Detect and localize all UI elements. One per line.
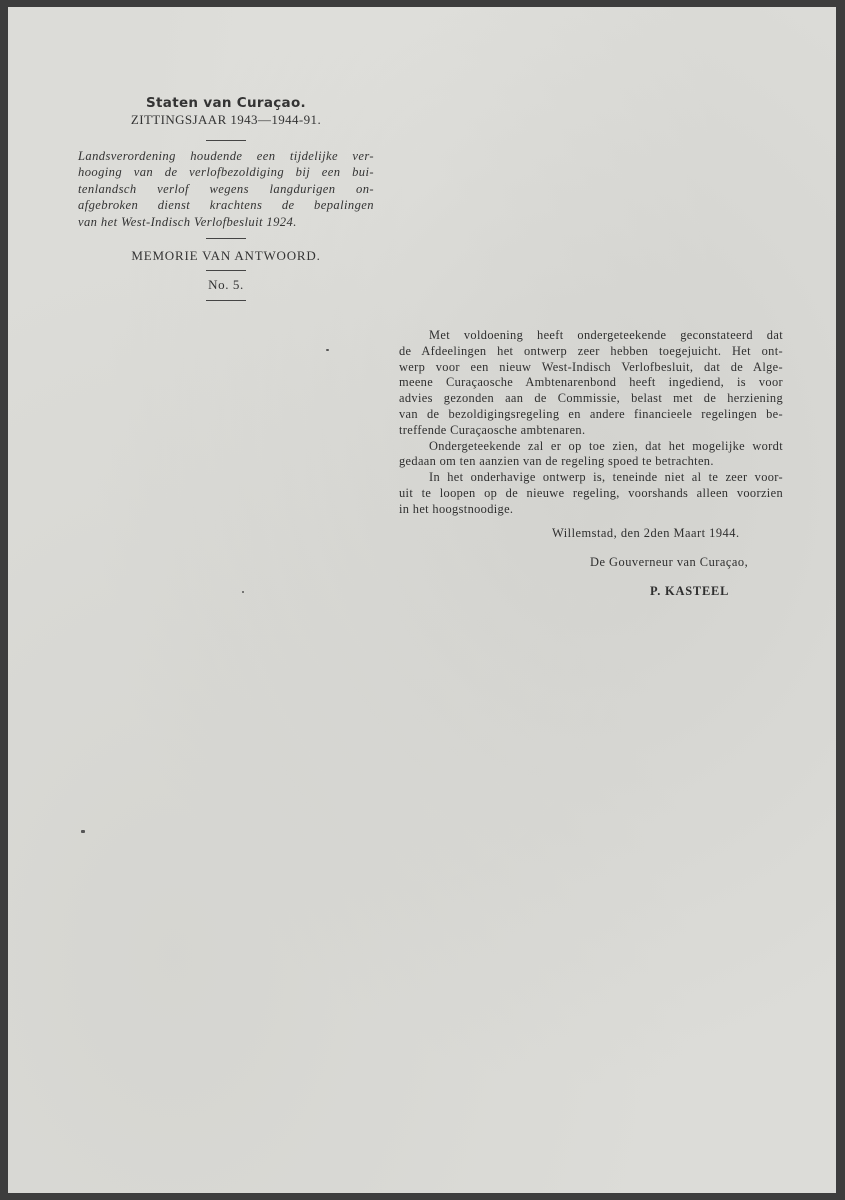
paragraph-1 [399,328,783,439]
body-line: gedaan om ten aanzien van de regeling spoed te betrachten. [399,454,714,469]
body-line: Met voldoening heeft ondergeteekende geconstateerd dat [429,328,783,342]
body-line: treffende Curaçaosche ambtenaren. [399,422,586,437]
signatory-name: P. KASTEEL [650,584,730,598]
body-line: In het onderhavige ontwerp is, teneinde niet al te zeer voor- [429,470,783,485]
body-line: in het hoogstnoodige. [399,501,514,516]
paper-speck [326,349,329,351]
subject-line: hooging van de verlofbezoldiging bij een bui- [78,165,374,180]
subject-line: van het West-Indisch Verlofbesluit 1924. [78,214,297,229]
signatory-title: De Gouverneur van Curaçao, [590,555,749,569]
header-divider [206,140,246,141]
body-line: werp voor een nieuw West-Indisch Verlofbesluit, dat de Alge- [399,359,783,374]
paragraph-3 [399,470,783,517]
bill-subject [78,148,374,230]
memorandum-body [399,328,783,518]
document-number: No. 5. [208,276,244,292]
subject-divider [206,238,246,239]
body-line: van de bezoldigingsregeling en andere financieele regelingen be- [399,406,783,421]
body-line: Ondergeteekende zal er op toe zien, dat het mogelijke wordt [429,438,783,453]
document-header [78,95,374,301]
paper-speck [81,830,85,833]
body-line: meene Curaçaosche Ambtenarenbond heeft ingediend, is voor [399,375,783,390]
subject-line: afgebroken dienst krachtens de bepalingen [78,198,374,213]
body-line: uit te loopen op de nieuwe regeling, voorshands alleen voorzien [399,485,783,500]
place-and-date: Willemstad, den 2den Maart 1944. [552,526,740,540]
paper-speck [242,591,244,593]
assembly-name: Staten van Curaçao. [146,95,306,111]
body-line: advies gezonden aan de Commissie, belast met de herziening [399,391,783,406]
document-page [8,7,836,1193]
subject-line: Landsverordening houdende een tijdelijke ver- [78,149,374,163]
subject-line: tenlandsch verlof wegens langdurigen on- [78,181,374,196]
session-year: ZITTINGSJAAR 1943—1944-91. [130,112,322,127]
paragraph-2 [399,439,783,471]
body-line: de Afdeelingen het ontwerp zeer hebben toegejuicht. Het ont- [399,343,783,358]
type-divider [206,270,246,271]
document-type: MEMORIE VAN ANTWOORD. [131,247,321,263]
number-divider [206,300,246,301]
